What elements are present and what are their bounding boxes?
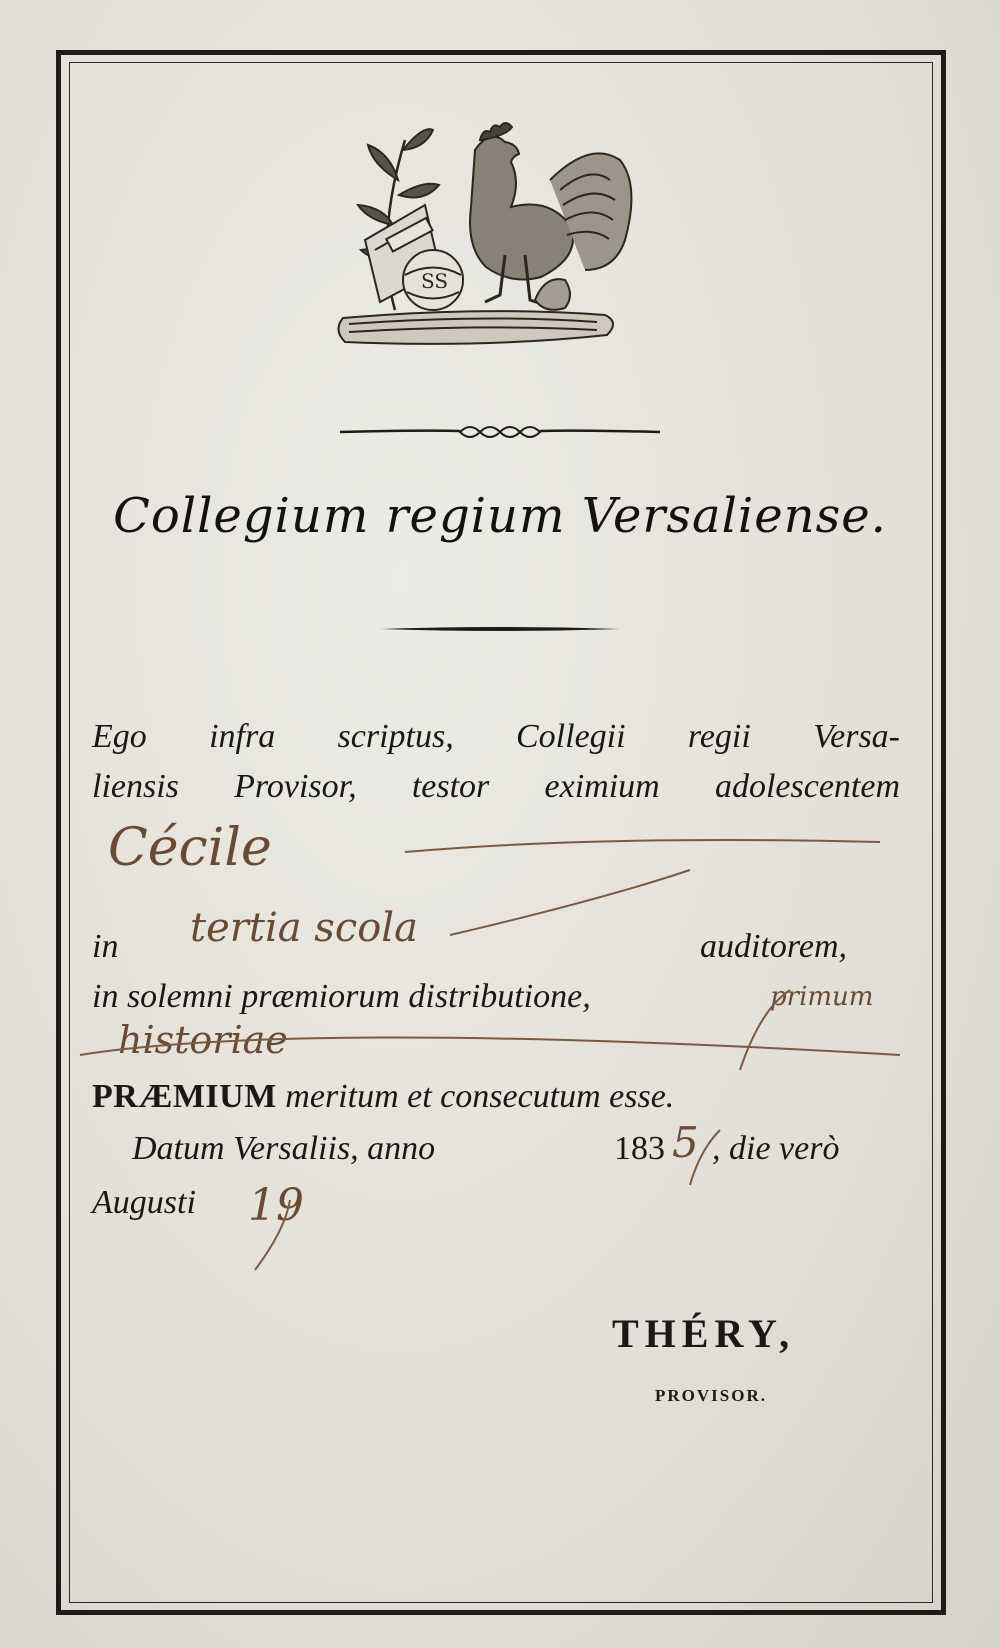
text-line-2: liensis Provisor, testor eximium adolescentem (92, 768, 900, 805)
handwritten-day: 19 (248, 1180, 304, 1231)
praemium-word: PRÆMIUM (92, 1078, 277, 1115)
text-line-6-prefix: Datum Versaliis, anno (132, 1130, 436, 1167)
text-line-3-suffix: auditorem, (700, 928, 848, 965)
signatory-name: THÉRY, (612, 1311, 796, 1356)
handwritten-prize-1: primum (770, 982, 874, 1012)
handwritten-class: tertia scola (190, 905, 418, 951)
handwritten-year: 5 (672, 1118, 699, 1167)
signatory-title: PROVISOR. (655, 1386, 767, 1405)
text-line-5-rest: meritum et consecutum esse. (285, 1078, 675, 1115)
svg-text:SS: SS (421, 269, 449, 293)
text-line-7: Augusti (92, 1184, 196, 1221)
text-line-3-prefix: in (92, 928, 119, 965)
handwritten-name: Cécile (108, 818, 272, 878)
year-printed: 183 (614, 1130, 665, 1167)
text-line-1: Ego infra scriptus, Collegii regii Versa- (92, 718, 900, 755)
handwritten-prize-2: historiae (118, 1018, 288, 1062)
text-line-4: in solemni præmiorum distributione, (92, 978, 591, 1015)
college-heading: Collegium regium Versaliense. (113, 488, 887, 544)
text-line-6-suffix: , die verò (712, 1130, 840, 1167)
